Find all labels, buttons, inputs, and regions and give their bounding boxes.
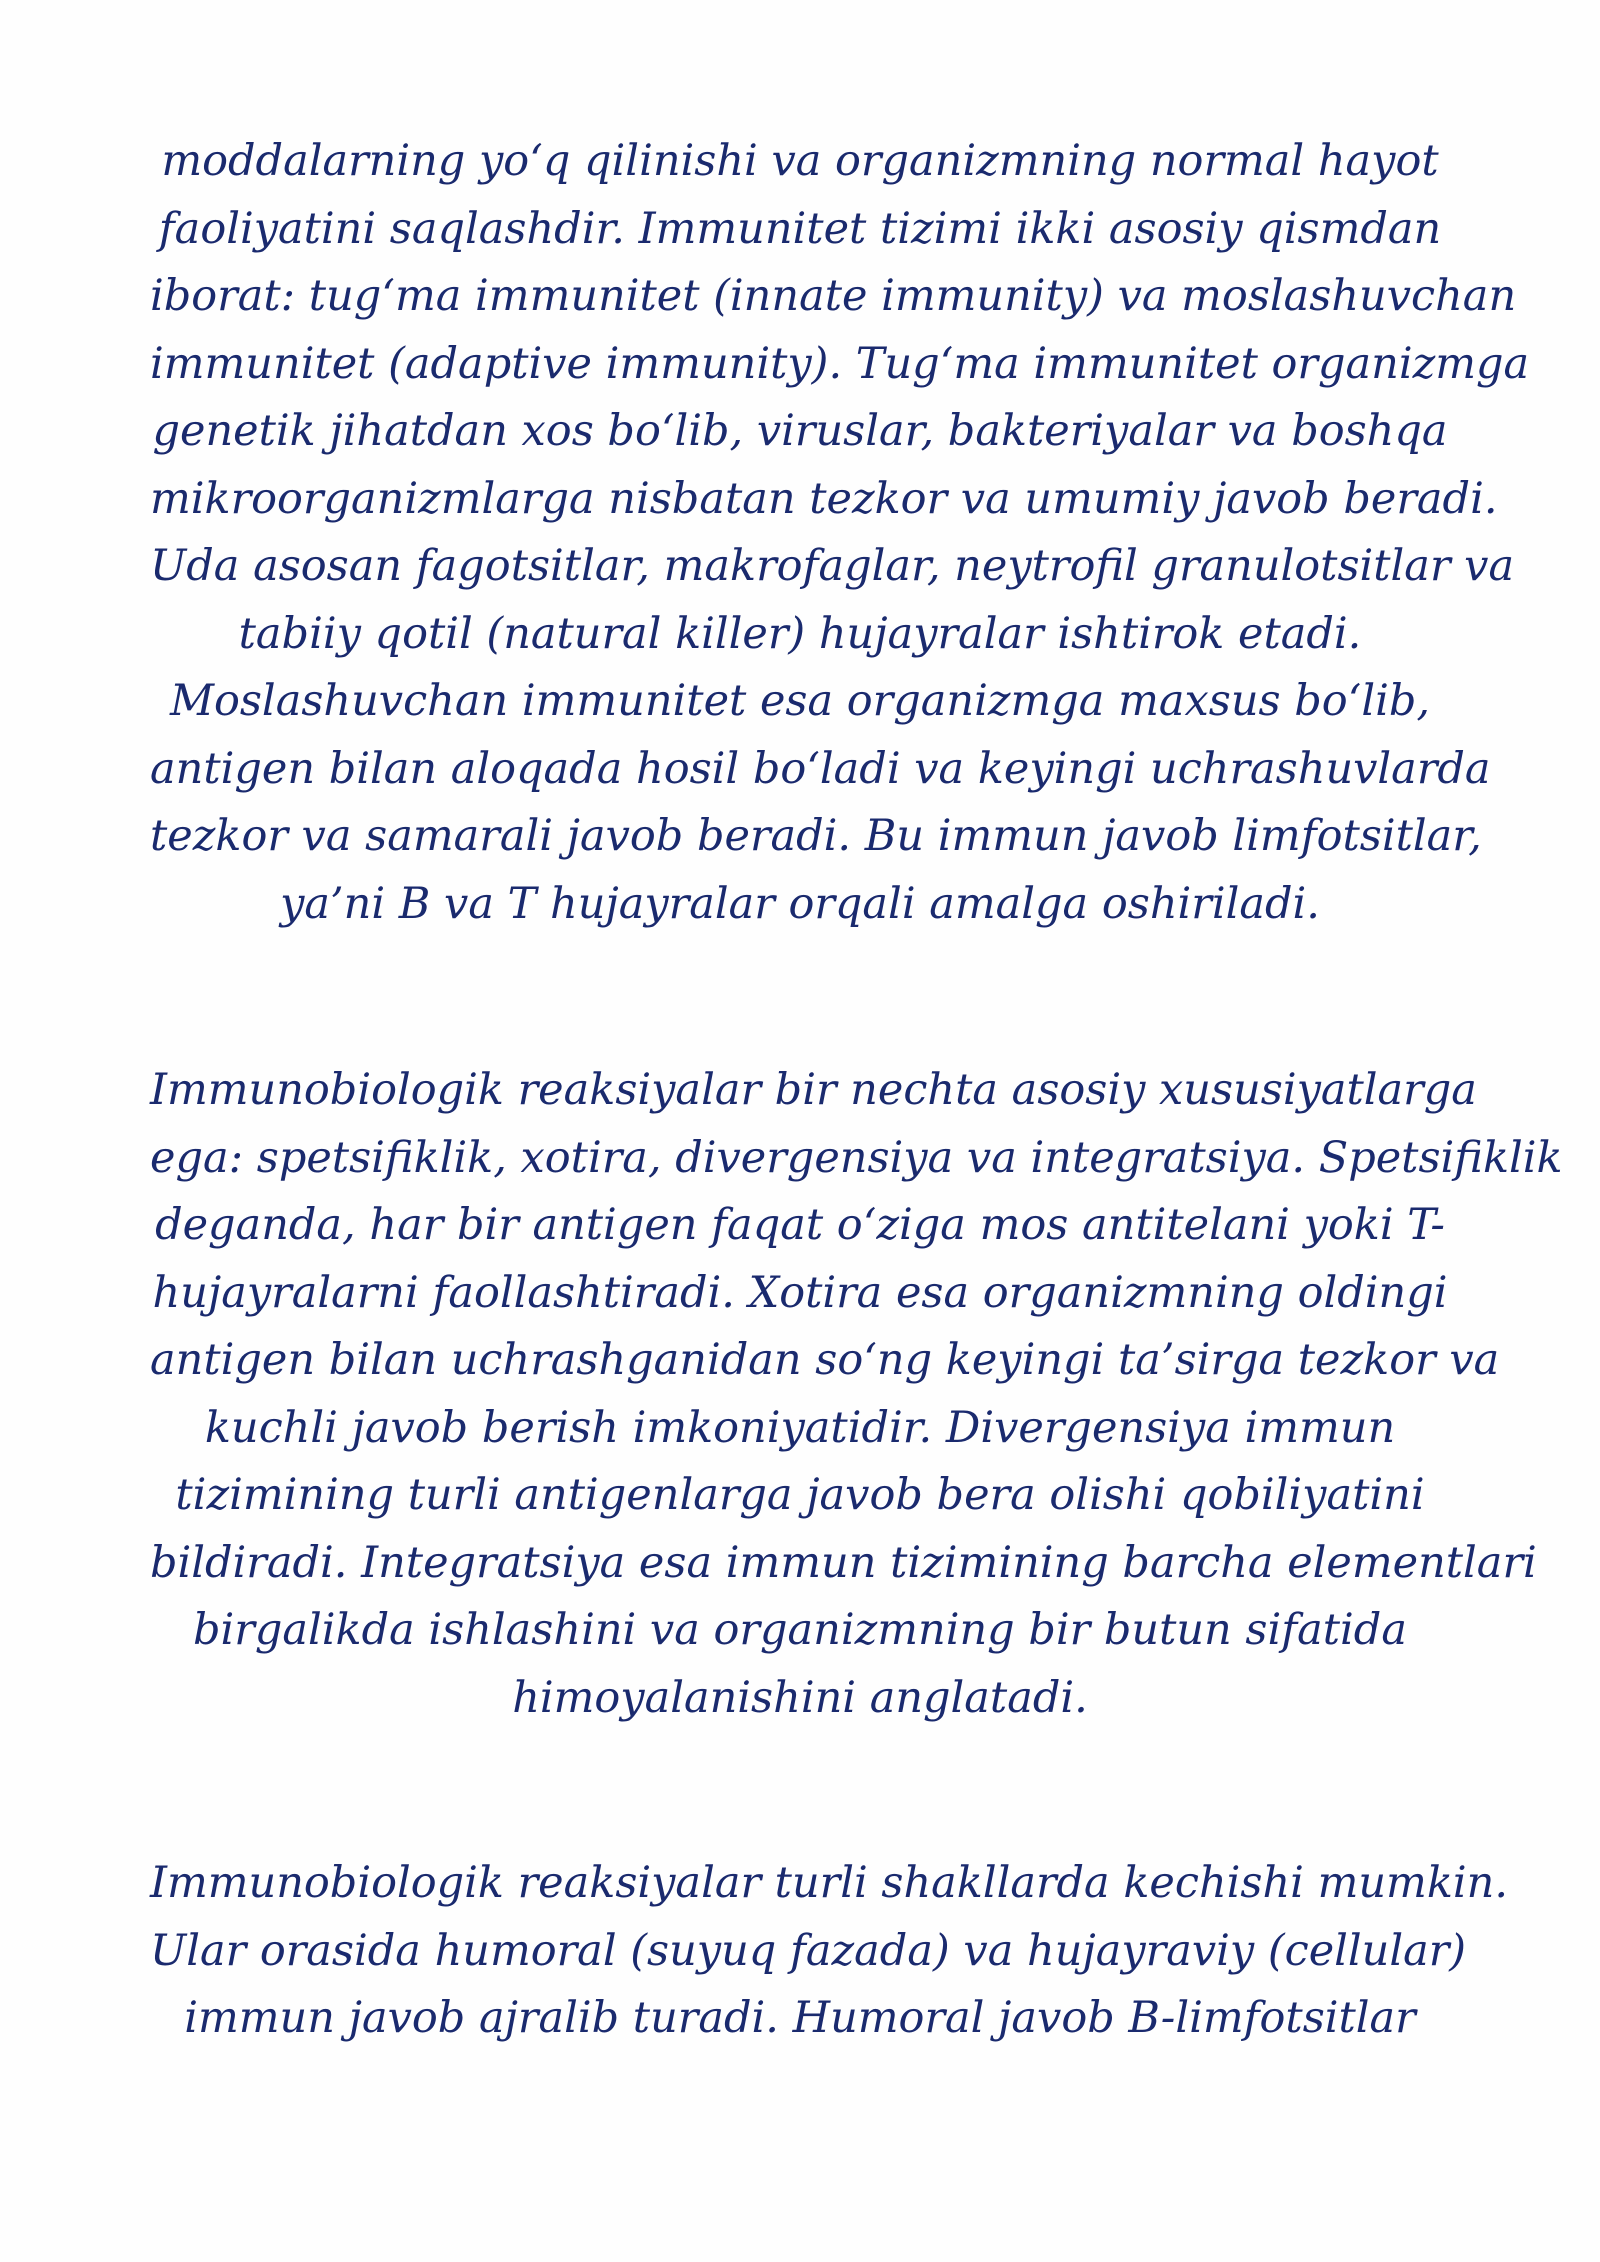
text-line: antigen bilan uchrashganidan so‘ng keyingi ta’sirga tezkor va bbox=[150, 1335, 1500, 1385]
text-line: ya’ni B va T hujayralar orqali amalga oshiriladi. bbox=[280, 878, 1320, 929]
text-line: ega: spetsifiklik, xotira, divergensiya va integratsiya. Spetsifiklik bbox=[150, 1132, 1563, 1183]
text-line: Immunobiologik reaksiyalar turli shakllarda kechishi mumkin. bbox=[150, 1858, 1508, 1908]
text-line: deganda, har bir antigen faqat o‘ziga mos antitelani yoki T- bbox=[155, 1200, 1445, 1250]
text-line: Ular orasida humoral (suyuq fazada) va hujayraviy (cellular) bbox=[150, 1925, 1467, 1976]
paragraph-reaction-properties bbox=[150, 1057, 1563, 1732]
text-line: tezkor va samarali javob beradi. Bu immun javob limfotsitlar, bbox=[150, 811, 1482, 861]
paragraph-immunity-overview bbox=[150, 128, 1530, 938]
text-line: tizimining turli antigenlarga javob bera olishi qobiliyatini bbox=[175, 1470, 1425, 1520]
text-line: immun javob ajralib turadi. Humoral javob B-limfotsitlar bbox=[184, 1993, 1416, 2043]
paragraph-reaction-forms bbox=[150, 1850, 1508, 2053]
text-line: immunitet (adaptive immunity). Tug‘ma immunitet organizmga bbox=[150, 338, 1530, 389]
text-line: Uda asosan fagotsitlar, makrofaglar, neytrofil granulotsitlar va bbox=[150, 541, 1515, 591]
text-line: genetik jihatdan xos bo‘lib, viruslar, bakteriyalar va boshqa bbox=[152, 406, 1448, 456]
text-line: bildiradi. Integratsiya esa immun tizimining barcha elementlari bbox=[150, 1537, 1537, 1588]
text-line: moddalarning yo‘q qilinishi va organizmning normal hayot bbox=[161, 136, 1439, 186]
text-line: faoliyatini saqlashdir. Immunitet tizimi ikki asosiy qismdan bbox=[158, 203, 1442, 254]
text-line: mikroorganizmlarga nisbatan tezkor va umumiy javob beradi. bbox=[150, 473, 1498, 524]
text-line: tabiiy qotil (natural killer) hujayralar ishtirok etadi. bbox=[238, 608, 1362, 659]
text-line: hujayralarni faollashtiradi. Xotira esa organizmning oldingi bbox=[152, 1267, 1448, 1318]
text-line: iborat: tug‘ma immunitet (innate immunity) va moslashuvchan bbox=[150, 271, 1517, 321]
text-line: kuchli javob berish imkoniyatidir. Divergensiya immun bbox=[204, 1402, 1396, 1453]
text-line: Moslashuvchan immunitet esa organizmga maxsus bo‘lib, bbox=[169, 676, 1431, 726]
text-line: Immunobiologik reaksiyalar bir nechta asosiy xususiyatlarga bbox=[150, 1065, 1477, 1115]
text-line: himoyalanishini anglatadi. bbox=[512, 1672, 1088, 1723]
text-line: birgalikda ishlashini va organizmning bir butun sifatida bbox=[193, 1605, 1407, 1655]
text-line: antigen bilan aloqada hosil bo‘ladi va keyingi uchrashuvlarda bbox=[150, 743, 1491, 794]
